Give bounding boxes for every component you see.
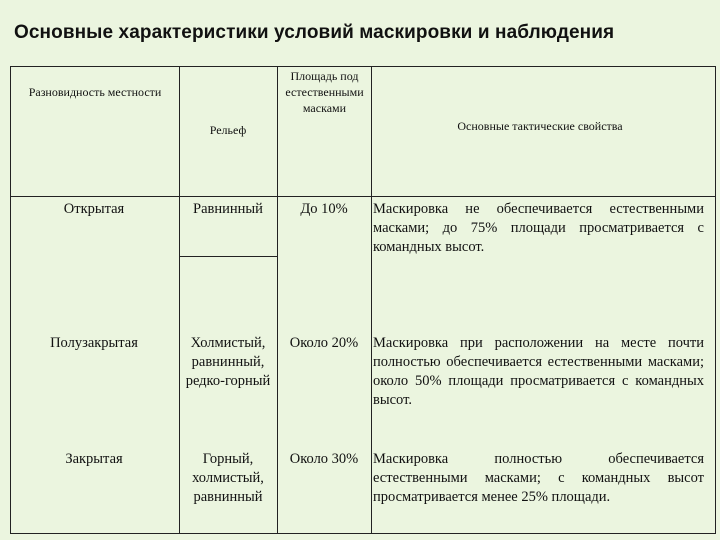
table-row-relief: Горный, холмистый, равнинный <box>192 451 264 505</box>
table-row-terrain: Полузакрытая <box>50 335 138 351</box>
header-natural-mask-area: Площадь под естественными масками <box>285 69 364 115</box>
column-divider <box>371 66 372 534</box>
table-row-properties: Маскировка при расположении на месте почти полностью обеспечивается естественными масками; около 50% площади просматривается с командных высот. <box>373 335 704 408</box>
table-row-area: Около 30% <box>289 451 359 467</box>
table-row-relief: Равнинный <box>193 201 263 217</box>
header-terrain-type: Разновидность местности <box>28 85 162 99</box>
table-row-area: Около 20% <box>289 335 359 351</box>
table-row-properties: Маскировка не обеспечивается естественными масками; до 75% площади просматривается с командных высот. <box>373 201 704 255</box>
page-title: Основные характеристики условий маскировки и наблюдения <box>14 22 615 43</box>
column-divider <box>277 66 278 534</box>
table-row-terrain: Закрытая <box>65 451 123 467</box>
table-row-relief: Холмистый, равнинный, редко-горный <box>185 335 271 389</box>
header-divider <box>10 196 716 197</box>
header-tactical-properties: Основные тактические свойства <box>457 119 623 133</box>
header-relief: Рельеф <box>209 123 247 137</box>
table-row-properties: Маскировка полностью обеспечивается естественными масками; с командных высот просматривается менее 25% площади. <box>373 451 704 505</box>
row-divider <box>179 256 277 257</box>
table-row-area: До 10% <box>300 201 348 217</box>
table-row-terrain: Открытая <box>63 201 125 217</box>
